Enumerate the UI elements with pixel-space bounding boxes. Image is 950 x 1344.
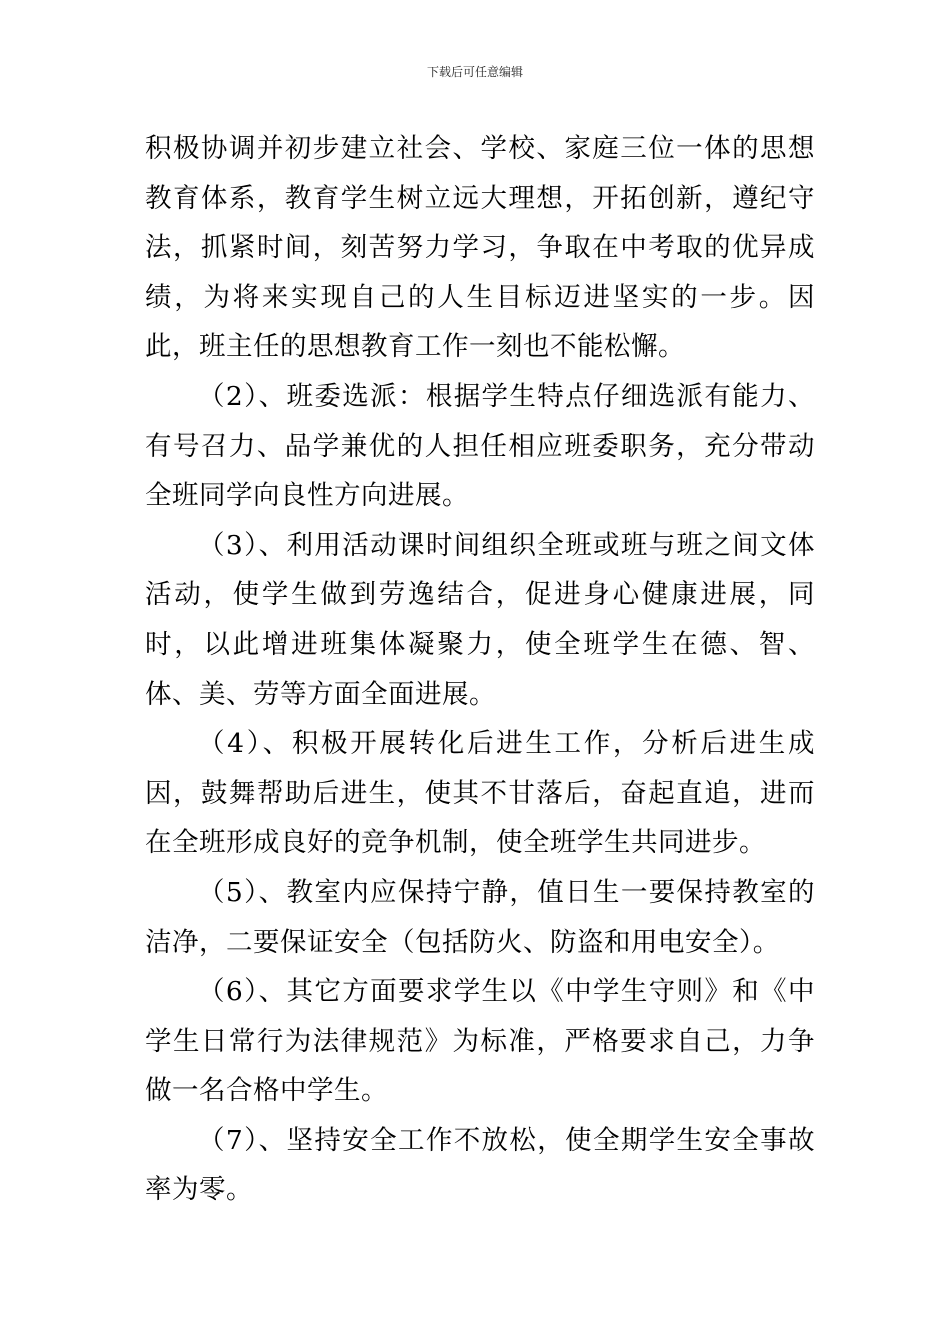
paragraph-item-3: （3）、利用活动课时间组织全班或班与班之间文体活动，使学生做到劳逸结合，促进身心健康进展，同时，以此增进班集体凝聚力，使全班学生在德、智、体、美、劳等方面全面进展。 <box>145 529 815 710</box>
paragraph-item-2: （2）、班委选派：根据学生特点仔细选派有能力、有号召力、品学兼优的人担任相应班委职务，充分带动全班同学向良性方向进展。 <box>145 380 815 512</box>
paragraph-continued: 积极协调并初步建立社会、学校、家庭三位一体的思想教育体系，教育学生树立远大理想，开拓创新，遵纪守法，抓紧时间，刻苦努力学习，争取在中考取的优异成绩，为将来实现自己的人生目标迈进坚实的一步。因此，班主任的思想教育工作一刻也不能松懈。 <box>145 133 815 363</box>
paragraph-item-4: （4）、积极开展转化后进生工作，分析后进生成因，鼓舞帮助后进生，使其不甘落后，奋起直追，进而在全班形成良好的竞争机制，使全班学生共同进步。 <box>145 728 815 859</box>
paragraph-item-6: （6）、其它方面要求学生以《中学生守则》和《中学生日常行为法律规范》为标准，严格要求自己，力争做一名合格中学生。 <box>145 976 815 1107</box>
paragraph-item-7: （7）、坚持安全工作不放松，使全期学生安全事故率为零。 <box>145 1124 815 1206</box>
document-body <box>145 124 815 1215</box>
paragraph-item-5: （5）、教室内应保持宁静，值日生一要保持教室的洁净，二要保证安全（包括防火、防盗和用电安全）。 <box>145 876 815 958</box>
page-header: 下载后可任意编辑 <box>426 65 523 79</box>
